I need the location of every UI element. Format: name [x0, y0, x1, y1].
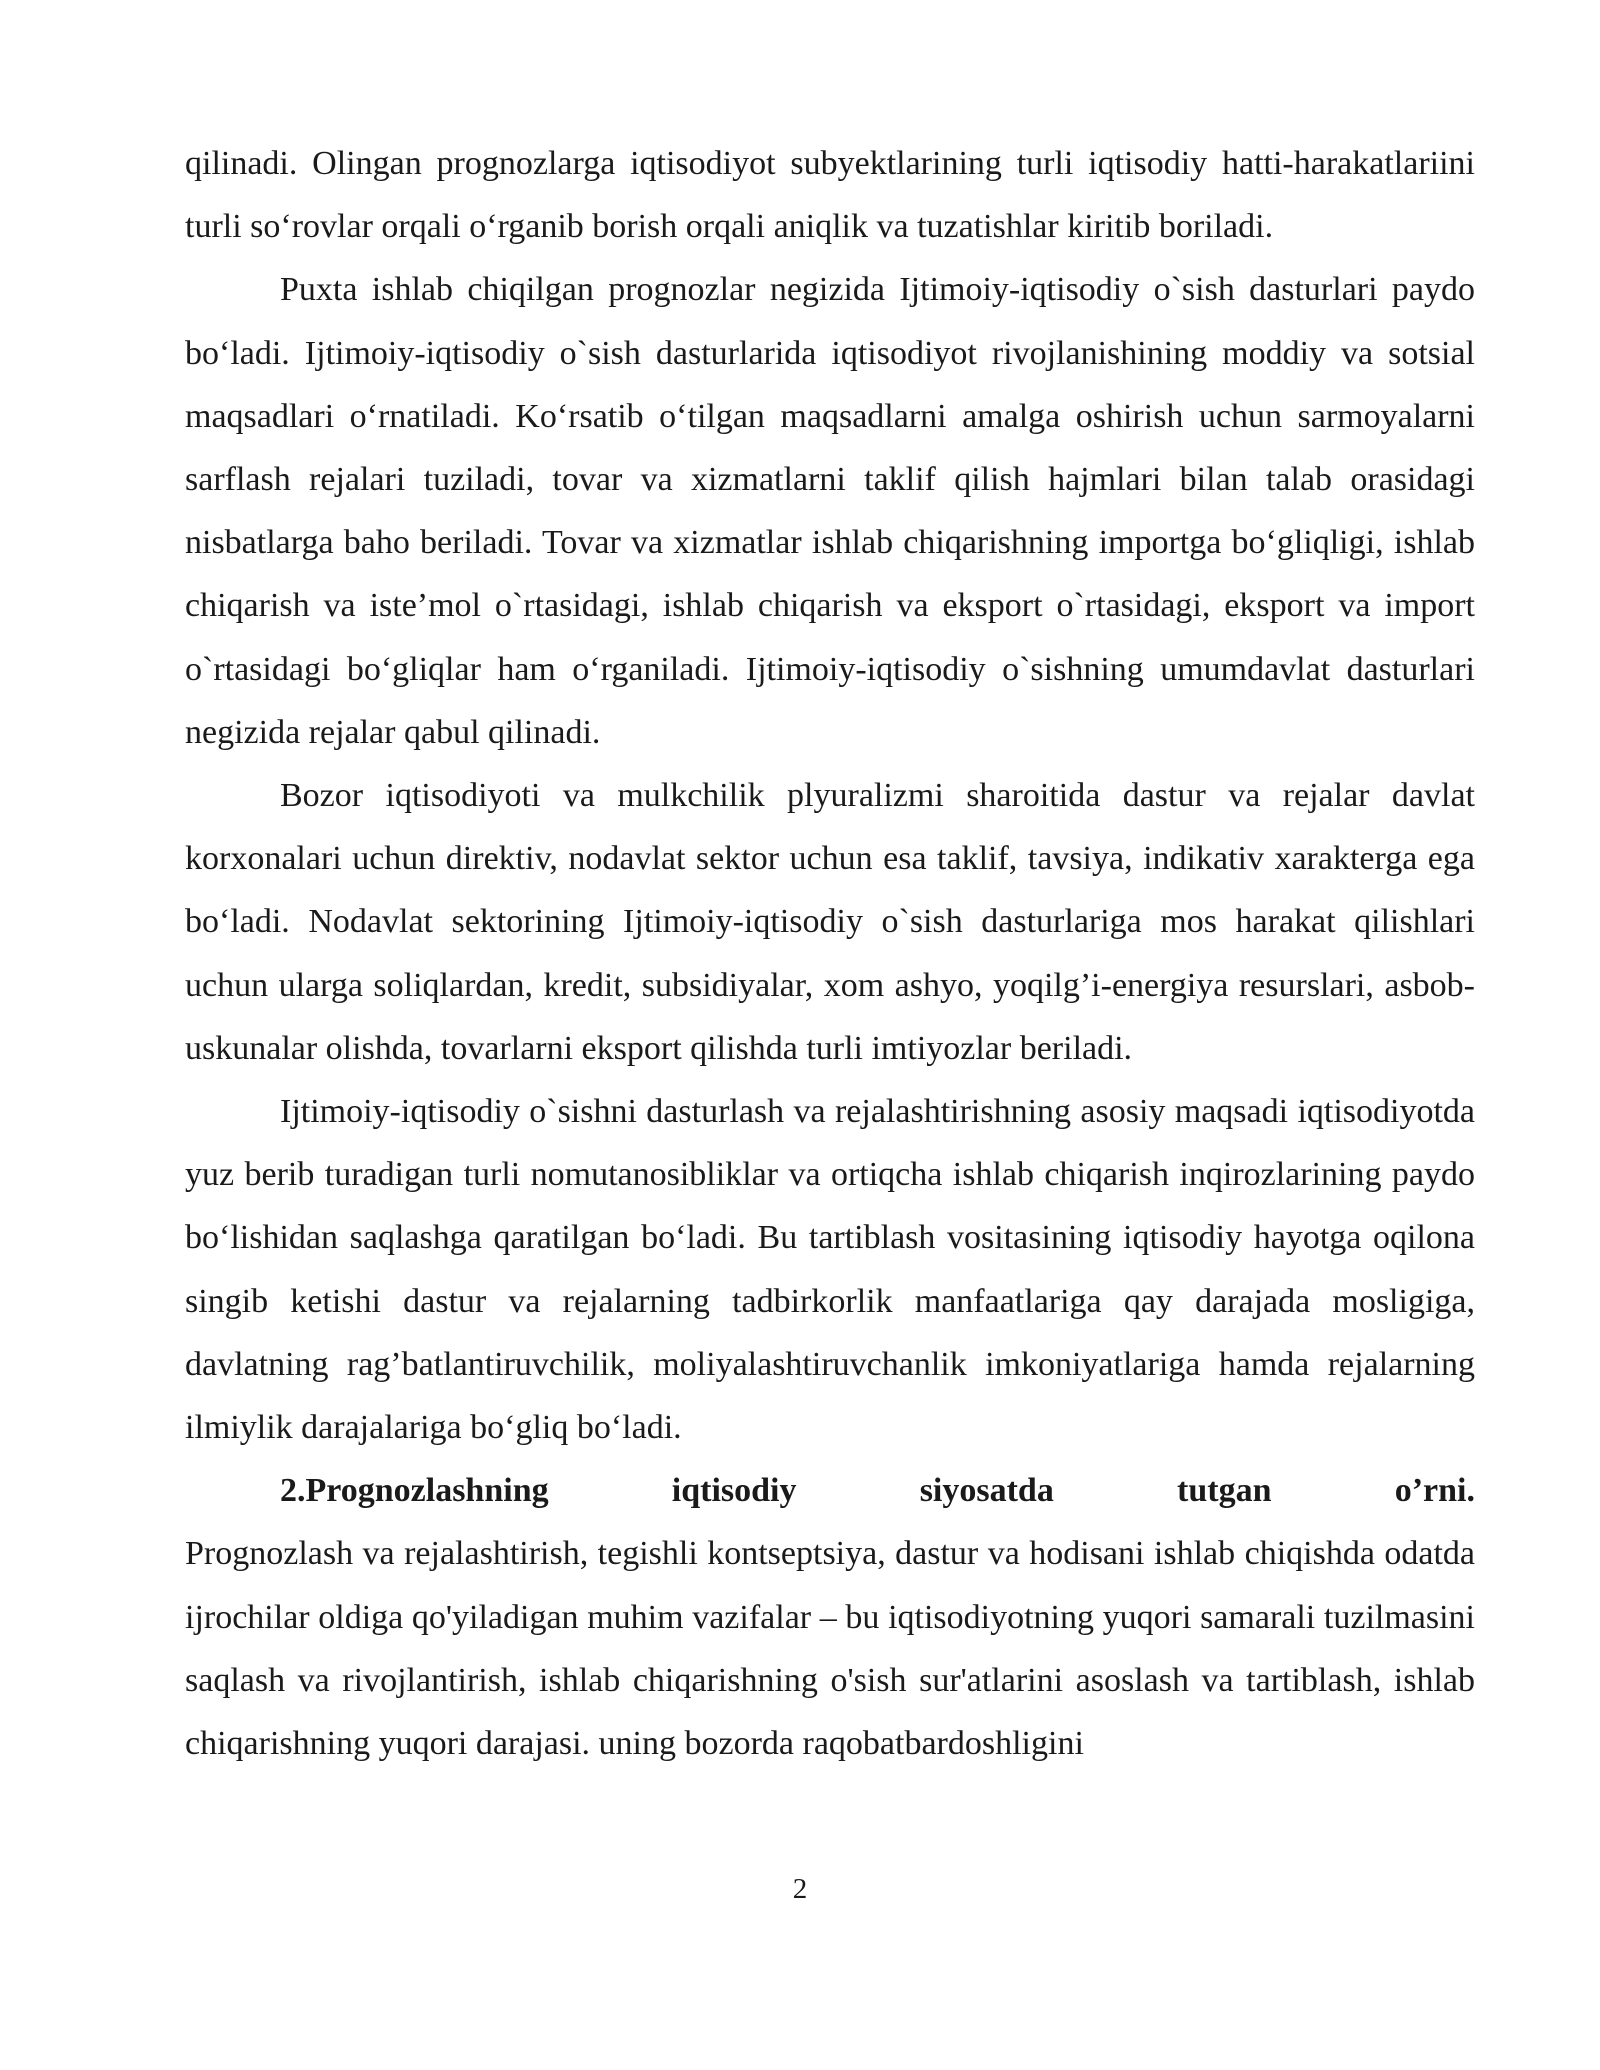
document-body [185, 132, 1475, 1775]
paragraph-forecasting-tasks: Prognozlash va rejalashtirish, tegishli kontseptsiya, dastur va hodisani ishlab chiqishda odatda ijrochilar oldiga qo'yiladigan muhim vazifalar – bu iqtisodiyotning yuqori samarali tuzilmasini saqlash va rivojlantirish, ishlab chiqarishning o'sish sur'atlarini asoslash va tartiblash, ishlab chiqarishning yuqori darajasi. uning bozorda raqobatbardoshligini [185, 1535, 1475, 1763]
heading-word: iqtisodiy [671, 1472, 797, 1510]
paragraph-programs: Puxta ishlab chiqilgan prognozlar negizida Ijtimoiy-iqtisodiy o`sish dasturlari paydo bo‘ladi. Ijtimoiy-iqtisodiy o`sish dasturlarida iqtisodiyot rivojlanishining moddiy va sotsial maqsadlari o‘rnatiladi. Ko‘rsatib o‘tilgan maqsadlarni amalga oshirish uchun sarmoyalarni sarflash rejalari tuziladi, tovar va xizmatlarni taklif qilish hajmlari bilan talab orasidagi nisbatlarga baho beriladi. Tovar va xizmatlar ishlab chiqarishning importga bo‘gliqligi, ishlab chiqarish va iste’mol o`rtasidagi, ishlab chiqarish va eksport o`rtasidagi, eksport va import o`rtasidagi bo‘gliqlar ham o‘rganiladi. Ijtimoiy-iqtisodiy o`sishning umumdavlat dasturlari negizida rejalar qabul qilinadi. [185, 271, 1475, 751]
heading-word: tutgan [1177, 1472, 1272, 1510]
heading-word: siyosatda [919, 1472, 1054, 1510]
paragraph-planning-goal: Ijtimoiy-iqtisodiy o`sishni dasturlash va rejalashtirishning asosiy maqsadi iqtisodiyotda yuz berib turadigan turli nomutanosibliklar va ortiqcha ishlab chiqarish inqirozlarining paydo bo‘lishidan saqlashga qaratilgan bo‘ladi. Bu tartiblash vositasining iqtisodiy hayotga oqilona singib ketishi dastur va rejalarning tadbirkorlik manfaatlariga qay darajada mosligiga, davlatning rag’batlantiruvchilik, moliyalashtiruvchanlik imkoniyatlariga hamda rejalarning ilmiylik darajalariga bo‘gliq bo‘ladi. [185, 1093, 1475, 1447]
heading-word: 2.Prognozlashning [280, 1472, 549, 1510]
page-number: 2 [792, 1873, 808, 1905]
section-heading [185, 1459, 1475, 1522]
heading-word: o’rni. [1394, 1472, 1475, 1510]
paragraph-market-economy: Bozor iqtisodiyoti va mulkchilik plyuralizmi sharoitida dastur va rejalar davlat korxonalari uchun direktiv, nodavlat sektor uchun esa taklif, tavsiya, indikativ xarakterga ega bo‘ladi. Nodavlat sektorining Ijtimoiy-iqtisodiy o`sish dasturlariga mos harakat qilishlari uchun ularga soliqlardan, kredit, subsidiyalar, xom ashyo, yoqilg’i-energiya resurslari, asbob-uskunalar olishda, tovarlarni eksport qilishda turli imtiyozlar beriladi. [185, 777, 1475, 1067]
paragraph-continuation: qilinadi. Olingan prognozlarga iqtisodiyot subyektlarining turli iqtisodiy hatti-harakatlariini turli so‘rovlar orqali o‘rganib borish orqali aniqlik va tuzatishlar kiritib boriladi. [185, 145, 1475, 246]
